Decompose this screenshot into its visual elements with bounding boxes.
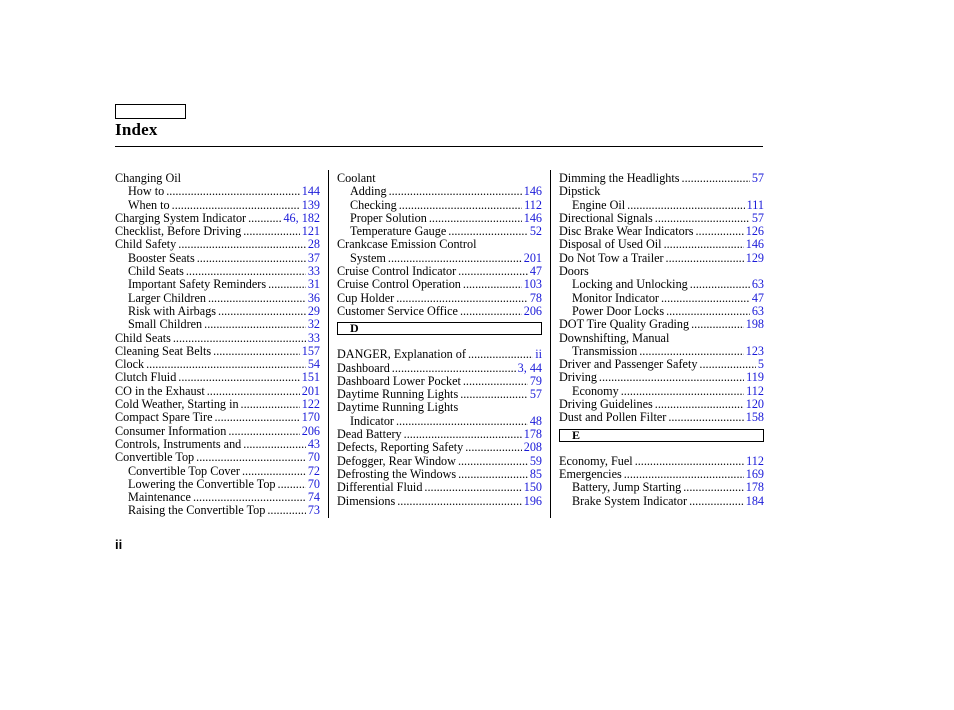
entry-text: Risk with Airbags	[128, 304, 217, 318]
entry-text: Battery, Jump Starting	[572, 481, 682, 495]
dot-leader	[396, 292, 528, 305]
entry-text: Proper Solution	[350, 211, 427, 225]
entry-text: Charging System Indicator	[115, 211, 247, 225]
dot-leader	[465, 441, 521, 454]
dot-leader	[268, 278, 306, 291]
dot-leader	[661, 292, 750, 305]
page-link[interactable]: 178	[523, 428, 542, 442]
page-link[interactable]: 37	[307, 251, 320, 265]
index-entry	[115, 212, 320, 225]
page-link[interactable]: 206	[301, 424, 320, 438]
index-entry	[337, 172, 542, 185]
index-entry	[337, 401, 542, 414]
index-entry	[337, 495, 542, 508]
dot-leader	[690, 278, 750, 291]
index-subentry	[115, 265, 320, 278]
index-subentry	[559, 495, 764, 508]
entry-text: Dead Battery	[337, 428, 402, 442]
page-link[interactable]: ii	[535, 348, 542, 362]
dot-leader	[682, 172, 750, 185]
index-subentry	[559, 345, 764, 358]
index-subentry	[559, 199, 764, 212]
dot-leader	[396, 415, 528, 428]
entry-text: Daytime Running Lights	[337, 401, 459, 415]
entry-text: Raising the Convertible Top	[128, 504, 266, 518]
page-link[interactable]: 150	[523, 481, 542, 495]
dot-leader	[146, 358, 306, 371]
entry-text: Emergencies	[559, 467, 622, 481]
entry-text: Checking	[350, 198, 397, 212]
dot-leader	[172, 199, 300, 212]
dot-leader	[178, 371, 299, 384]
dot-leader	[668, 411, 743, 424]
index-entry	[559, 332, 764, 345]
entry-text: Daytime Running Lights	[337, 388, 459, 402]
dot-leader	[639, 345, 743, 358]
index-subentry	[115, 491, 320, 504]
page-link[interactable]: 112	[524, 198, 542, 212]
index-subentry	[115, 318, 320, 331]
page-link[interactable]: 33	[307, 265, 320, 279]
entry-text: Customer Service Office	[337, 304, 458, 318]
dot-leader	[197, 252, 306, 265]
index-subentry	[337, 185, 542, 198]
title-rule	[115, 146, 763, 147]
index-subentry	[115, 504, 320, 517]
page-link[interactable]: 59	[529, 454, 542, 468]
index-column-1	[115, 172, 320, 518]
page-link[interactable]: 112	[746, 454, 764, 468]
dot-leader	[193, 491, 306, 504]
page-link[interactable]: 31	[307, 278, 320, 292]
page-link[interactable]: 36	[307, 291, 320, 305]
page-link[interactable]: 146	[745, 238, 764, 252]
dot-leader	[689, 495, 744, 508]
dot-leader	[241, 398, 300, 411]
index-entry	[337, 305, 542, 318]
dot-leader	[696, 225, 744, 238]
index-entry	[115, 438, 320, 451]
page-link[interactable]: 139	[301, 198, 320, 212]
dot-leader	[215, 411, 300, 424]
dot-leader	[208, 292, 306, 305]
entry-text: Crankcase Emission Control	[337, 238, 477, 252]
page-link[interactable]: 48	[529, 414, 542, 428]
page-link[interactable]: 29	[307, 304, 320, 318]
entry-text: Dipstick	[559, 185, 601, 199]
entry-text: Transmission	[572, 344, 638, 358]
entry-text: Lowering the Convertible Top	[128, 477, 276, 491]
page-link[interactable]: 63	[751, 304, 764, 318]
entry-text: Doors	[559, 265, 589, 279]
entry-text: DANGER, Explanation of	[337, 348, 466, 362]
index-subentry	[115, 199, 320, 212]
entry-text: DOT Tire Quality Grading	[559, 318, 690, 332]
dot-leader	[463, 375, 528, 388]
page-link[interactable]: 198	[745, 318, 764, 332]
dot-leader	[683, 481, 743, 494]
page-link[interactable]: 111	[746, 198, 764, 212]
entry-text: Coolant	[337, 172, 376, 185]
index-entry	[559, 172, 764, 185]
entry-text: Directional Signals	[559, 211, 653, 225]
page-link[interactable]: 43	[307, 437, 320, 451]
entry-text: Disposal of Used Oil	[559, 238, 662, 252]
entry-text: Driver and Passenger Safety	[559, 358, 698, 372]
index-entry	[559, 265, 764, 278]
page-link[interactable]: 79	[529, 374, 542, 388]
entry-text: How to	[128, 185, 165, 199]
entry-text: CO in the Exhaust	[115, 384, 205, 398]
page-link[interactable]: 158	[745, 411, 764, 425]
entry-text: Cold Weather, Starting in	[115, 398, 239, 412]
index-subentry	[115, 305, 320, 318]
entry-text: Clock	[115, 358, 145, 372]
entry-text: Convertible Top	[115, 451, 195, 465]
index-entry	[115, 371, 320, 384]
dot-leader	[468, 348, 533, 361]
index-entry	[559, 238, 764, 251]
dot-leader	[448, 225, 528, 238]
entry-text: When to	[128, 198, 170, 212]
page-link[interactable]: 28	[307, 238, 320, 252]
index-entry	[337, 348, 542, 361]
entry-text: Locking and Unlocking	[572, 278, 688, 292]
entry-text: Disc Brake Wear Indicators	[559, 225, 694, 239]
index-subentry	[115, 478, 320, 491]
page-link[interactable]: 33	[307, 331, 320, 345]
dot-leader	[458, 455, 528, 468]
index-entry	[337, 292, 542, 305]
index-entry	[115, 172, 320, 185]
entry-text: Driving	[559, 371, 597, 385]
index-entry	[337, 441, 542, 454]
page-link[interactable]: 178	[745, 481, 764, 495]
entry-text: Dimming the Headlights	[559, 172, 680, 185]
index-entry	[559, 371, 764, 384]
entry-text: Cup Holder	[337, 291, 395, 305]
page-link[interactable]: 46, 182	[283, 211, 320, 225]
index-entry	[115, 411, 320, 424]
page-link[interactable]: 129	[745, 251, 764, 265]
entry-text: Economy	[572, 384, 619, 398]
index-entry	[559, 252, 764, 265]
index-entry	[115, 358, 320, 371]
entry-text: Controls, Instruments and	[115, 437, 242, 451]
page-link[interactable]: 120	[745, 398, 764, 412]
dot-leader	[243, 438, 306, 451]
page-link[interactable]: 121	[301, 225, 320, 239]
dot-leader	[196, 451, 306, 464]
page-link[interactable]: 74	[307, 491, 320, 505]
page-link[interactable]: 78	[529, 291, 542, 305]
index-entry	[115, 345, 320, 358]
dot-leader	[243, 225, 299, 238]
page-link[interactable]: 52	[529, 225, 542, 239]
column-divider	[550, 170, 551, 518]
entry-text: Economy, Fuel	[559, 454, 633, 468]
page-link[interactable]: 70	[307, 477, 320, 491]
entry-text: Important Safety Reminders	[128, 278, 267, 292]
index-column-2	[337, 172, 542, 508]
index-entry	[337, 362, 542, 375]
dot-leader	[397, 495, 521, 508]
dot-leader	[178, 238, 306, 251]
index-entry	[115, 425, 320, 438]
dot-leader	[204, 318, 306, 331]
dot-leader	[460, 388, 528, 401]
dot-leader	[228, 425, 299, 438]
dot-leader	[635, 455, 744, 468]
dot-leader	[213, 345, 300, 358]
dot-leader	[186, 265, 306, 278]
index-entry	[337, 375, 542, 388]
dot-leader	[278, 478, 306, 491]
page-link[interactable]: 151	[301, 371, 320, 385]
index-entry	[337, 428, 542, 441]
dot-leader	[627, 199, 744, 212]
page-link[interactable]: 57	[751, 211, 764, 225]
entry-text: Defrosting the Windows	[337, 467, 457, 481]
index-subentry	[559, 305, 764, 318]
page-link[interactable]: 70	[307, 451, 320, 465]
dot-leader	[458, 468, 528, 481]
page-link[interactable]: 170	[301, 411, 320, 425]
page-link[interactable]: 206	[523, 304, 542, 318]
page-link[interactable]: 119	[746, 371, 764, 385]
entry-text: Consumer Information	[115, 424, 227, 438]
index-entry	[337, 238, 542, 251]
entry-text: Downshifting, Manual	[559, 331, 670, 345]
entry-text: Indicator	[350, 414, 394, 428]
dot-leader	[655, 212, 750, 225]
dot-leader	[399, 199, 522, 212]
page-link[interactable]: 63	[751, 278, 764, 292]
page-link[interactable]: 47	[529, 265, 542, 279]
entry-text: Differential Fluid	[337, 481, 423, 495]
entry-text: Checklist, Before Driving	[115, 225, 242, 239]
dot-leader	[599, 371, 744, 384]
dot-leader	[392, 362, 516, 375]
dot-leader	[666, 252, 744, 265]
index-subentry	[337, 252, 542, 265]
index-subentry	[337, 212, 542, 225]
entry-text: Dashboard Lower Pocket	[337, 374, 461, 388]
dot-leader	[429, 212, 522, 225]
index-entry	[115, 225, 320, 238]
section-header-d: D	[337, 322, 542, 335]
index-entry	[115, 332, 320, 345]
entry-text: Child Seats	[115, 331, 171, 345]
entry-text: Power Door Locks	[572, 304, 665, 318]
index-entry	[337, 278, 542, 291]
page-link[interactable]: 146	[523, 211, 542, 225]
index-entry	[559, 358, 764, 371]
page-link[interactable]: 196	[523, 494, 542, 508]
page-link[interactable]: 47	[751, 291, 764, 305]
index-subentry	[115, 465, 320, 478]
page-link[interactable]: 184	[745, 494, 764, 508]
index-entry	[115, 398, 320, 411]
entry-text: Engine Oil	[572, 198, 626, 212]
index-entry	[337, 265, 542, 278]
page-link[interactable]: 112	[746, 384, 764, 398]
index-entry	[559, 411, 764, 424]
entry-text: Dimensions	[337, 494, 396, 508]
entry-text: Convertible Top Cover	[128, 464, 240, 478]
page-link[interactable]: 201	[523, 251, 542, 265]
page-link[interactable]: 103	[523, 278, 542, 292]
index-entry	[115, 451, 320, 464]
page-link[interactable]: 85	[529, 467, 542, 481]
dot-leader	[624, 468, 744, 481]
page-link[interactable]: 146	[523, 185, 542, 199]
dot-leader	[207, 385, 300, 398]
dot-leader	[267, 504, 305, 517]
page-link[interactable]: 126	[745, 225, 764, 239]
index-subentry	[115, 278, 320, 291]
entry-text: Cruise Control Operation	[337, 278, 461, 292]
index-entry	[559, 225, 764, 238]
page-link[interactable]: 157	[301, 344, 320, 358]
index-subentry	[559, 292, 764, 305]
dot-leader	[173, 332, 306, 345]
entry-text: Defects, Reporting Safety	[337, 441, 464, 455]
index-subentry	[337, 415, 542, 428]
index-entry	[337, 481, 542, 494]
index-entry	[559, 468, 764, 481]
dot-leader	[404, 428, 522, 441]
dot-leader	[664, 238, 744, 251]
index-entry	[337, 468, 542, 481]
page-link[interactable]: 72	[307, 464, 320, 478]
index-subentry	[559, 385, 764, 398]
page-link[interactable]: 123	[745, 344, 764, 358]
entry-text: Dashboard	[337, 361, 390, 375]
column-divider	[328, 170, 329, 518]
entry-text: Dust and Pollen Filter	[559, 411, 667, 425]
dot-leader	[388, 252, 522, 265]
entry-text: Adding	[350, 185, 387, 199]
index-subentry	[559, 278, 764, 291]
entry-text: Larger Children	[128, 291, 206, 305]
index-entry	[337, 388, 542, 401]
page-link[interactable]: 5	[757, 358, 764, 372]
dot-leader	[389, 185, 522, 198]
page-link[interactable]: 54	[307, 358, 320, 372]
page-link[interactable]: 57	[751, 172, 764, 185]
dot-leader	[621, 385, 744, 398]
entry-text: System	[350, 251, 386, 265]
entry-text: Monitor Indicator	[572, 291, 659, 305]
index-entry	[115, 238, 320, 251]
entry-text: Compact Spare Tire	[115, 411, 213, 425]
entry-text: Booster Seats	[128, 251, 195, 265]
index-subentry	[559, 481, 764, 494]
header-tab-box	[115, 104, 186, 119]
dot-leader	[655, 398, 744, 411]
index-entry	[559, 212, 764, 225]
dot-leader	[166, 185, 299, 198]
entry-text: Do Not Tow a Trailer	[559, 251, 664, 265]
entry-text: Brake System Indicator	[572, 494, 688, 508]
page-link[interactable]: 122	[301, 398, 320, 412]
index-entry	[559, 455, 764, 468]
page-link[interactable]: 201	[301, 384, 320, 398]
page-link[interactable]: 169	[745, 467, 764, 481]
dot-leader	[699, 358, 755, 371]
index-subentry	[115, 292, 320, 305]
index-subentry	[115, 252, 320, 265]
page-number: ii	[115, 537, 123, 552]
dot-leader	[666, 305, 750, 318]
entry-text: Cleaning Seat Belts	[115, 344, 212, 358]
entry-text: Maintenance	[128, 491, 191, 505]
page-link[interactable]: 57	[529, 388, 542, 402]
index-entry	[559, 185, 764, 198]
index-column-3	[559, 172, 764, 508]
page-link[interactable]: 208	[523, 441, 542, 455]
dot-leader	[248, 212, 281, 225]
entry-text: Driving Guidelines	[559, 398, 653, 412]
dot-leader	[460, 305, 522, 318]
page-link[interactable]: 32	[307, 318, 320, 332]
dot-leader	[242, 465, 306, 478]
page-title: Index	[115, 120, 158, 139]
index-entry	[559, 398, 764, 411]
dot-leader	[218, 305, 306, 318]
dot-leader	[463, 278, 522, 291]
entry-text: Clutch Fluid	[115, 371, 177, 385]
entry-text: Child Safety	[115, 238, 177, 252]
page-link[interactable]: 73	[307, 504, 320, 518]
index-entry	[115, 385, 320, 398]
entry-text: Temperature Gauge	[350, 225, 447, 239]
entry-text: Defogger, Rear Window	[337, 454, 456, 468]
page-link[interactable]: 144	[301, 185, 320, 199]
section-header-e: E	[559, 429, 764, 442]
entry-text: Cruise Control Indicator	[337, 265, 457, 279]
page-link[interactable]: 3, 44	[517, 361, 542, 375]
dot-leader	[424, 481, 521, 494]
dot-leader	[691, 318, 744, 331]
index-entry	[559, 318, 764, 331]
index-entry	[337, 455, 542, 468]
dot-leader	[458, 265, 528, 278]
index-subentry	[115, 185, 320, 198]
entry-text: Changing Oil	[115, 172, 182, 185]
index-subentry	[337, 225, 542, 238]
index-subentry	[337, 199, 542, 212]
entry-text: Small Children	[128, 318, 203, 332]
entry-text: Child Seats	[128, 265, 184, 279]
